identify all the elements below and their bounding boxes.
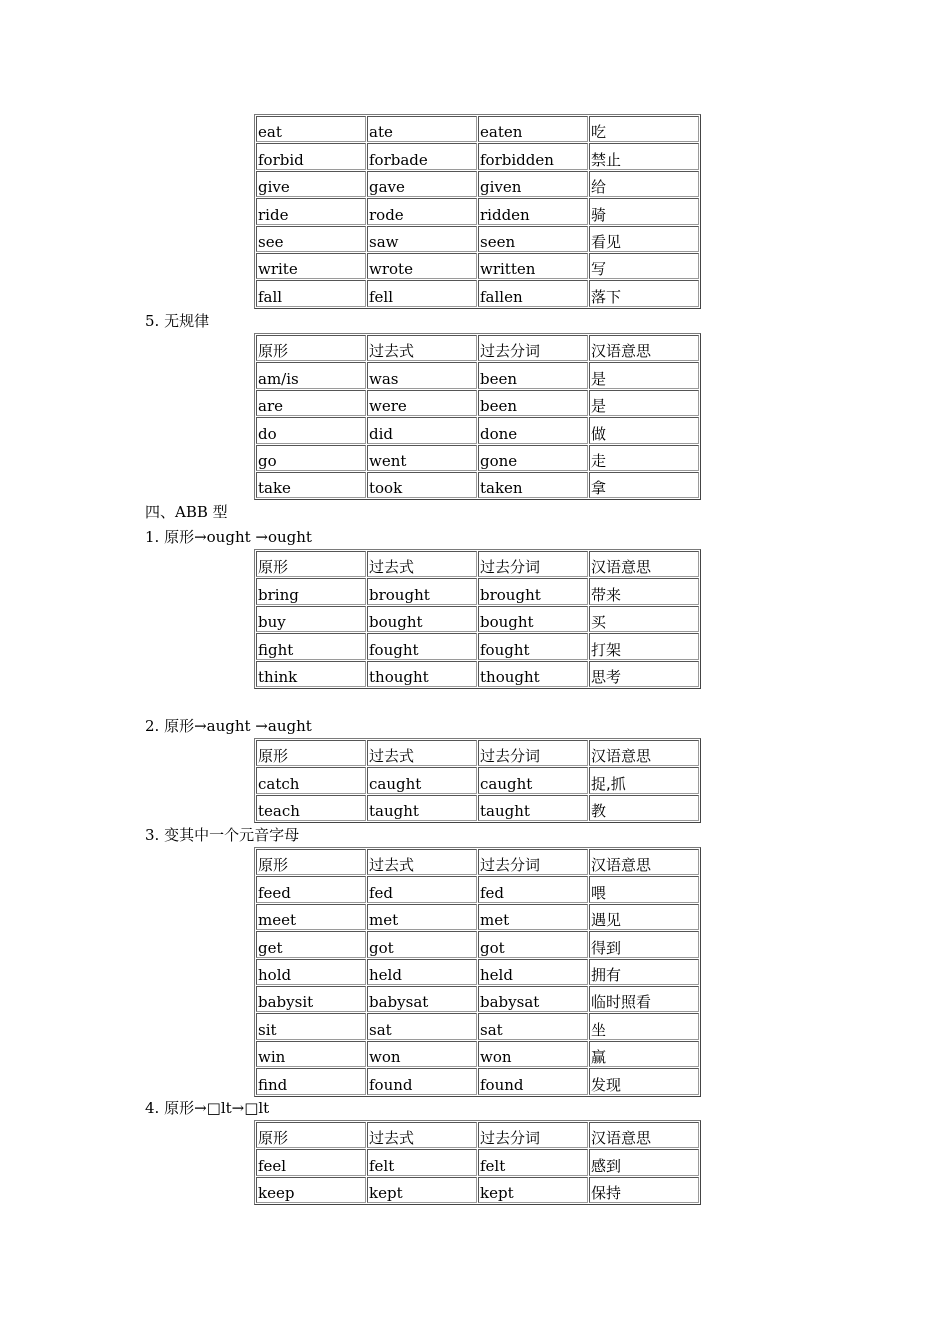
cell-base-form: buy [256, 606, 366, 632]
table-row [256, 1177, 699, 1203]
cell-chinese-meaning: 买 [589, 606, 699, 632]
cell-past-tense: wrote [367, 253, 477, 279]
cell-past-participle: found [478, 1068, 588, 1094]
cell-past-tense: 过去式 [367, 740, 477, 766]
cell-base-form: write [256, 253, 366, 279]
table-row [256, 1068, 699, 1094]
cell-past-participle: written [478, 253, 588, 279]
cell-past-tense: held [367, 959, 477, 985]
table-row [256, 1149, 699, 1175]
cell-past-tense: thought [367, 661, 477, 687]
cell-past-tense: fell [367, 280, 477, 306]
cell-chinese-meaning: 做 [589, 417, 699, 443]
cell-base-form: bring [256, 578, 366, 604]
table-row [256, 740, 699, 766]
cell-past-participle: kept [478, 1177, 588, 1203]
cell-past-tense: went [367, 445, 477, 471]
cell-past-participle: caught [478, 767, 588, 793]
verb-table-lt [254, 1120, 701, 1205]
cell-past-participle: been [478, 390, 588, 416]
cell-base-form: think [256, 661, 366, 687]
cell-base-form: find [256, 1068, 366, 1094]
cell-chinese-meaning: 吃 [589, 116, 699, 142]
cell-base-form: 原形 [256, 1122, 366, 1148]
cell-past-tense: fed [367, 876, 477, 902]
cell-base-form: fall [256, 280, 366, 306]
cell-past-participle: bought [478, 606, 588, 632]
verb-table-aught [254, 738, 701, 823]
cell-chinese-meaning: 拿 [589, 472, 699, 498]
table-row [256, 280, 699, 306]
cell-past-tense: rode [367, 198, 477, 224]
cell-past-participle: 过去分词 [478, 335, 588, 361]
cell-past-tense: did [367, 417, 477, 443]
section-heading-lt: 4. 原形→□lt→□lt [145, 1099, 270, 1117]
cell-chinese-meaning: 打架 [589, 633, 699, 659]
cell-past-participle: eaten [478, 116, 588, 142]
cell-past-tense: was [367, 362, 477, 388]
cell-base-form: take [256, 472, 366, 498]
cell-chinese-meaning: 赢 [589, 1041, 699, 1067]
cell-base-form: babysit [256, 986, 366, 1012]
cell-past-participle: won [478, 1041, 588, 1067]
cell-past-participle: forbidden [478, 143, 588, 169]
table-row [256, 335, 699, 361]
cell-base-form: 原形 [256, 740, 366, 766]
cell-past-participle: felt [478, 1149, 588, 1175]
cell-chinese-meaning: 拥有 [589, 959, 699, 985]
cell-past-tense: gave [367, 171, 477, 197]
cell-chinese-meaning: 写 [589, 253, 699, 279]
cell-past-participle: met [478, 904, 588, 930]
cell-base-form: forbid [256, 143, 366, 169]
cell-past-participle: fallen [478, 280, 588, 306]
cell-base-form: give [256, 171, 366, 197]
cell-chinese-meaning: 骑 [589, 198, 699, 224]
cell-chinese-meaning: 遇见 [589, 904, 699, 930]
cell-past-participle: seen [478, 226, 588, 252]
cell-past-participle: taken [478, 472, 588, 498]
cell-chinese-meaning: 走 [589, 445, 699, 471]
cell-chinese-meaning: 带来 [589, 578, 699, 604]
cell-chinese-meaning: 喂 [589, 876, 699, 902]
cell-past-tense: caught [367, 767, 477, 793]
cell-chinese-meaning: 给 [589, 171, 699, 197]
cell-base-form: feed [256, 876, 366, 902]
cell-chinese-meaning: 捉,抓 [589, 767, 699, 793]
table-row [256, 198, 699, 224]
cell-past-participle: given [478, 171, 588, 197]
verb-table-vowel-change [254, 847, 701, 1097]
section-subheading-ought: 1. 原形→ought →ought [145, 528, 312, 546]
table-row [256, 551, 699, 577]
cell-base-form: keep [256, 1177, 366, 1203]
cell-past-tense: 过去式 [367, 1122, 477, 1148]
table-row [256, 606, 699, 632]
cell-past-participle: fought [478, 633, 588, 659]
table-row [256, 116, 699, 142]
cell-base-form: fight [256, 633, 366, 659]
cell-chinese-meaning: 教 [589, 795, 699, 821]
cell-base-form: am/is [256, 362, 366, 388]
cell-past-participle: thought [478, 661, 588, 687]
cell-past-tense: 过去式 [367, 335, 477, 361]
cell-base-form: ride [256, 198, 366, 224]
cell-chinese-meaning: 得到 [589, 931, 699, 957]
cell-chinese-meaning: 汉语意思 [589, 849, 699, 875]
table-row [256, 362, 699, 388]
cell-past-participle: 过去分词 [478, 849, 588, 875]
cell-chinese-meaning: 禁止 [589, 143, 699, 169]
cell-past-participle: ridden [478, 198, 588, 224]
cell-past-participle: brought [478, 578, 588, 604]
cell-chinese-meaning: 汉语意思 [589, 551, 699, 577]
cell-chinese-meaning: 坐 [589, 1013, 699, 1039]
cell-past-tense: found [367, 1068, 477, 1094]
cell-past-tense: kept [367, 1177, 477, 1203]
verb-table-irregular [254, 333, 701, 500]
cell-base-form: go [256, 445, 366, 471]
cell-past-participle: sat [478, 1013, 588, 1039]
table-row [256, 904, 699, 930]
section-heading-abb: 四、ABB 型 [145, 503, 228, 521]
cell-base-form: 原形 [256, 551, 366, 577]
cell-base-form: are [256, 390, 366, 416]
cell-chinese-meaning: 汉语意思 [589, 740, 699, 766]
table-row [256, 417, 699, 443]
section-heading-vowel-change: 3. 变其中一个元音字母 [145, 826, 300, 844]
table-row [256, 849, 699, 875]
verb-table-continued [254, 114, 701, 309]
cell-past-tense: met [367, 904, 477, 930]
table-row [256, 472, 699, 498]
cell-chinese-meaning: 汉语意思 [589, 1122, 699, 1148]
cell-past-tense: ate [367, 116, 477, 142]
table-row [256, 1013, 699, 1039]
cell-chinese-meaning: 临时照看 [589, 986, 699, 1012]
cell-past-tense: felt [367, 1149, 477, 1175]
cell-base-form: see [256, 226, 366, 252]
cell-past-participle: 过去分词 [478, 551, 588, 577]
cell-past-participle: got [478, 931, 588, 957]
cell-past-tense: fought [367, 633, 477, 659]
table-row [256, 1041, 699, 1067]
table-row [256, 445, 699, 471]
table-row [256, 959, 699, 985]
cell-base-form: get [256, 931, 366, 957]
table-row [256, 390, 699, 416]
cell-past-tense: brought [367, 578, 477, 604]
cell-chinese-meaning: 看见 [589, 226, 699, 252]
cell-past-participle: taught [478, 795, 588, 821]
cell-chinese-meaning: 发现 [589, 1068, 699, 1094]
cell-past-participle: done [478, 417, 588, 443]
cell-base-form: do [256, 417, 366, 443]
cell-past-tense: got [367, 931, 477, 957]
cell-base-form: 原形 [256, 335, 366, 361]
cell-base-form: eat [256, 116, 366, 142]
cell-chinese-meaning: 是 [589, 362, 699, 388]
table-row [256, 578, 699, 604]
table-row [256, 633, 699, 659]
cell-base-form: feel [256, 1149, 366, 1175]
cell-base-form: catch [256, 767, 366, 793]
cell-past-participle: held [478, 959, 588, 985]
cell-chinese-meaning: 感到 [589, 1149, 699, 1175]
cell-past-tense: 过去式 [367, 551, 477, 577]
cell-chinese-meaning: 思考 [589, 661, 699, 687]
table-row [256, 986, 699, 1012]
cell-chinese-meaning: 汉语意思 [589, 335, 699, 361]
cell-past-participle: 过去分词 [478, 1122, 588, 1148]
cell-past-tense: saw [367, 226, 477, 252]
verb-table-ought [254, 549, 701, 689]
cell-past-tense: 过去式 [367, 849, 477, 875]
cell-past-participle: 过去分词 [478, 740, 588, 766]
cell-chinese-meaning: 保持 [589, 1177, 699, 1203]
table-row [256, 876, 699, 902]
cell-past-tense: taught [367, 795, 477, 821]
table-row [256, 171, 699, 197]
table-row [256, 661, 699, 687]
cell-base-form: hold [256, 959, 366, 985]
cell-past-tense: bought [367, 606, 477, 632]
cell-past-tense: won [367, 1041, 477, 1067]
cell-chinese-meaning: 落下 [589, 280, 699, 306]
cell-past-participle: fed [478, 876, 588, 902]
cell-past-tense: babysat [367, 986, 477, 1012]
cell-base-form: sit [256, 1013, 366, 1039]
section-heading-irregular: 5. 无规律 [145, 312, 210, 330]
cell-base-form: win [256, 1041, 366, 1067]
cell-past-tense: were [367, 390, 477, 416]
table-row [256, 1122, 699, 1148]
table-row [256, 931, 699, 957]
cell-base-form: meet [256, 904, 366, 930]
cell-past-tense: took [367, 472, 477, 498]
table-row [256, 767, 699, 793]
section-heading-aught: 2. 原形→aught →aught [145, 717, 312, 735]
cell-past-tense: sat [367, 1013, 477, 1039]
cell-past-participle: been [478, 362, 588, 388]
table-row [256, 226, 699, 252]
cell-base-form: 原形 [256, 849, 366, 875]
cell-past-participle: gone [478, 445, 588, 471]
table-row [256, 143, 699, 169]
table-row [256, 795, 699, 821]
cell-chinese-meaning: 是 [589, 390, 699, 416]
cell-base-form: teach [256, 795, 366, 821]
table-row [256, 253, 699, 279]
cell-past-participle: babysat [478, 986, 588, 1012]
cell-past-tense: forbade [367, 143, 477, 169]
